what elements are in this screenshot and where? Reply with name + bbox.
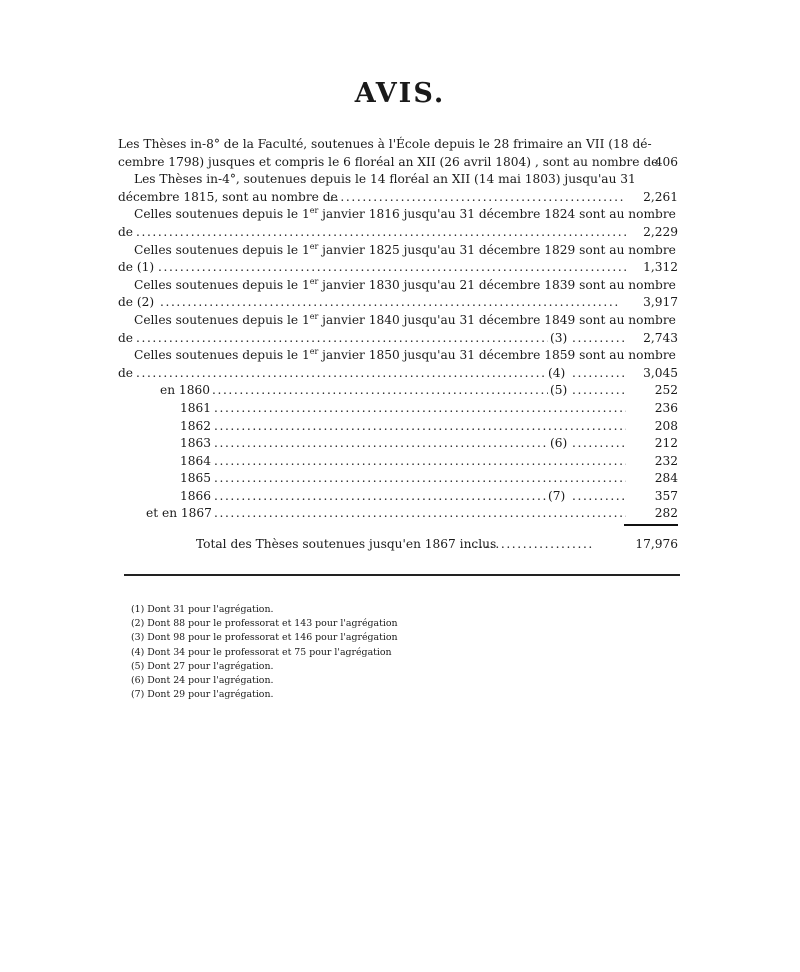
year-line <box>118 489 678 507</box>
footnote: (2) Dont 88 pour le professorat et 143 pour l'agrégation <box>131 618 398 630</box>
footnote: (1) Dont 31 pour l'agrégation. <box>131 604 274 615</box>
year-line <box>118 401 678 419</box>
count-value: 357 <box>654 488 678 503</box>
count-value: 2,261 <box>643 189 678 204</box>
intro-text-3: Les Thèses in-4°, soutenues depuis le 14 floréal an XII (14 mai 1803) jusqu'au 31 <box>134 172 636 187</box>
total-rule <box>624 524 678 526</box>
year-line <box>118 383 678 401</box>
year-label: 1866 <box>180 488 212 503</box>
footnote-ref: (6) <box>550 436 568 451</box>
total-label: Total des Thèses soutenues jusqu'en 1867 inclus <box>196 537 497 551</box>
year-line <box>118 506 678 524</box>
year-label: 1864 <box>180 453 212 468</box>
count-value: 3,917 <box>643 295 678 310</box>
year-label: en 1860 <box>160 383 210 398</box>
footnote-ref: (4) <box>548 365 566 380</box>
year-label: et en 1867 <box>146 506 212 521</box>
footnotes <box>131 603 398 702</box>
period-line-b <box>118 295 678 313</box>
count-value: 208 <box>654 418 678 433</box>
dot-leader <box>214 471 626 489</box>
total-line <box>118 537 678 555</box>
footnote-ref: (7) <box>548 488 566 503</box>
period-tail: de <box>118 224 134 239</box>
dot-leader <box>214 401 626 419</box>
dot-leader <box>136 225 626 243</box>
period-line-a <box>118 207 678 225</box>
dot-leader <box>214 419 626 437</box>
year-line <box>118 436 678 454</box>
period-line-b <box>118 260 678 278</box>
dot-leader <box>212 383 548 401</box>
footnote: (5) Dont 27 pour l'agrégation. <box>131 660 274 672</box>
period-tail: de (1) <box>118 260 155 275</box>
count-value: 212 <box>654 436 678 451</box>
dot-leader <box>214 436 548 454</box>
count-value: 232 <box>654 453 678 468</box>
intro-line-3 <box>118 172 678 190</box>
dot-leader <box>324 190 626 208</box>
period-tail: de <box>118 330 134 345</box>
period-line-b <box>118 331 678 349</box>
period-line-a <box>118 313 678 331</box>
year-label: 1862 <box>180 418 212 433</box>
count-value: 3,045 <box>643 365 678 380</box>
count-value: 282 <box>654 506 678 521</box>
period-line-b <box>118 225 678 243</box>
dot-leader <box>158 260 626 278</box>
period-text: Celles soutenues depuis le 1er janvier 1840 jusqu'au 31 décembre 1849 sont au nombre <box>134 311 676 327</box>
count-value: 2,229 <box>643 224 678 239</box>
dot-leader <box>214 506 626 524</box>
footnote: (3) Dont 98 pour le professorat et 146 pour l'agrégation <box>131 632 398 644</box>
count-value: 252 <box>654 383 678 398</box>
page-title: AVIS. <box>354 78 446 109</box>
footnote: (7) Dont 29 pour l'agrégation. <box>131 689 274 701</box>
theses-list <box>118 137 678 524</box>
period-line-a <box>118 348 678 366</box>
period-line-a <box>118 278 678 296</box>
period-tail: de (2) <box>118 295 155 310</box>
period-line-b <box>118 366 678 384</box>
year-line <box>118 419 678 437</box>
footnote: (4) Dont 34 pour le professorat et 75 pour l'agrégation <box>131 646 392 658</box>
year-label: 1863 <box>180 436 212 451</box>
dot-leader <box>214 454 626 472</box>
intro-text-2: cembre 1798) jusques et compris le 6 floréal an XII (26 avril 1804) , sont au nombre de <box>118 154 659 169</box>
period-text: Celles soutenues depuis le 1er janvier 1830 jusqu'au 21 décembre 1839 sont au nombre <box>134 276 676 292</box>
dot-leader <box>214 489 546 507</box>
count-value: 1,312 <box>643 260 678 275</box>
period-tail: de <box>118 365 134 380</box>
count-value: 236 <box>654 400 678 415</box>
dot-leader <box>468 537 592 555</box>
footnote-ref: (3) <box>550 330 568 345</box>
intro-line-1 <box>118 137 678 155</box>
year-line <box>118 471 678 489</box>
period-text: Celles soutenues depuis le 1er janvier 1816 jusqu'au 31 décembre 1824 sont au nombre <box>134 206 676 222</box>
intro-line-2 <box>118 155 678 173</box>
intro-line-4 <box>118 190 678 208</box>
year-label: 1865 <box>180 471 212 486</box>
footnote-ref: (5) <box>550 383 568 398</box>
intro-text-1: Les Thèses in-8° de la Faculté, soutenues à l'École depuis le 28 frimaire an VII (18 dé- <box>118 137 652 151</box>
dot-leader <box>136 366 546 384</box>
period-text: Celles soutenues depuis le 1er janvier 1850 jusqu'au 31 décembre 1859 sont au nombre <box>134 347 676 363</box>
count-value: 284 <box>654 471 678 486</box>
intro-text-4: décembre 1815, sont au nombre de <box>118 189 338 204</box>
year-line <box>118 454 678 472</box>
dot-leader <box>160 295 620 313</box>
year-label: 1861 <box>180 400 212 415</box>
separator-rule <box>124 574 680 576</box>
dot-leader <box>136 331 548 349</box>
footnote: (6) Dont 24 pour l'agrégation. <box>131 675 274 687</box>
count-value: 406 <box>654 154 678 169</box>
period-text: Celles soutenues depuis le 1er janvier 1825 jusqu'au 31 décembre 1829 sont au nombre <box>134 241 676 257</box>
total-value: 17,976 <box>635 537 678 551</box>
count-value: 2,743 <box>643 330 678 345</box>
period-line-a <box>118 243 678 261</box>
